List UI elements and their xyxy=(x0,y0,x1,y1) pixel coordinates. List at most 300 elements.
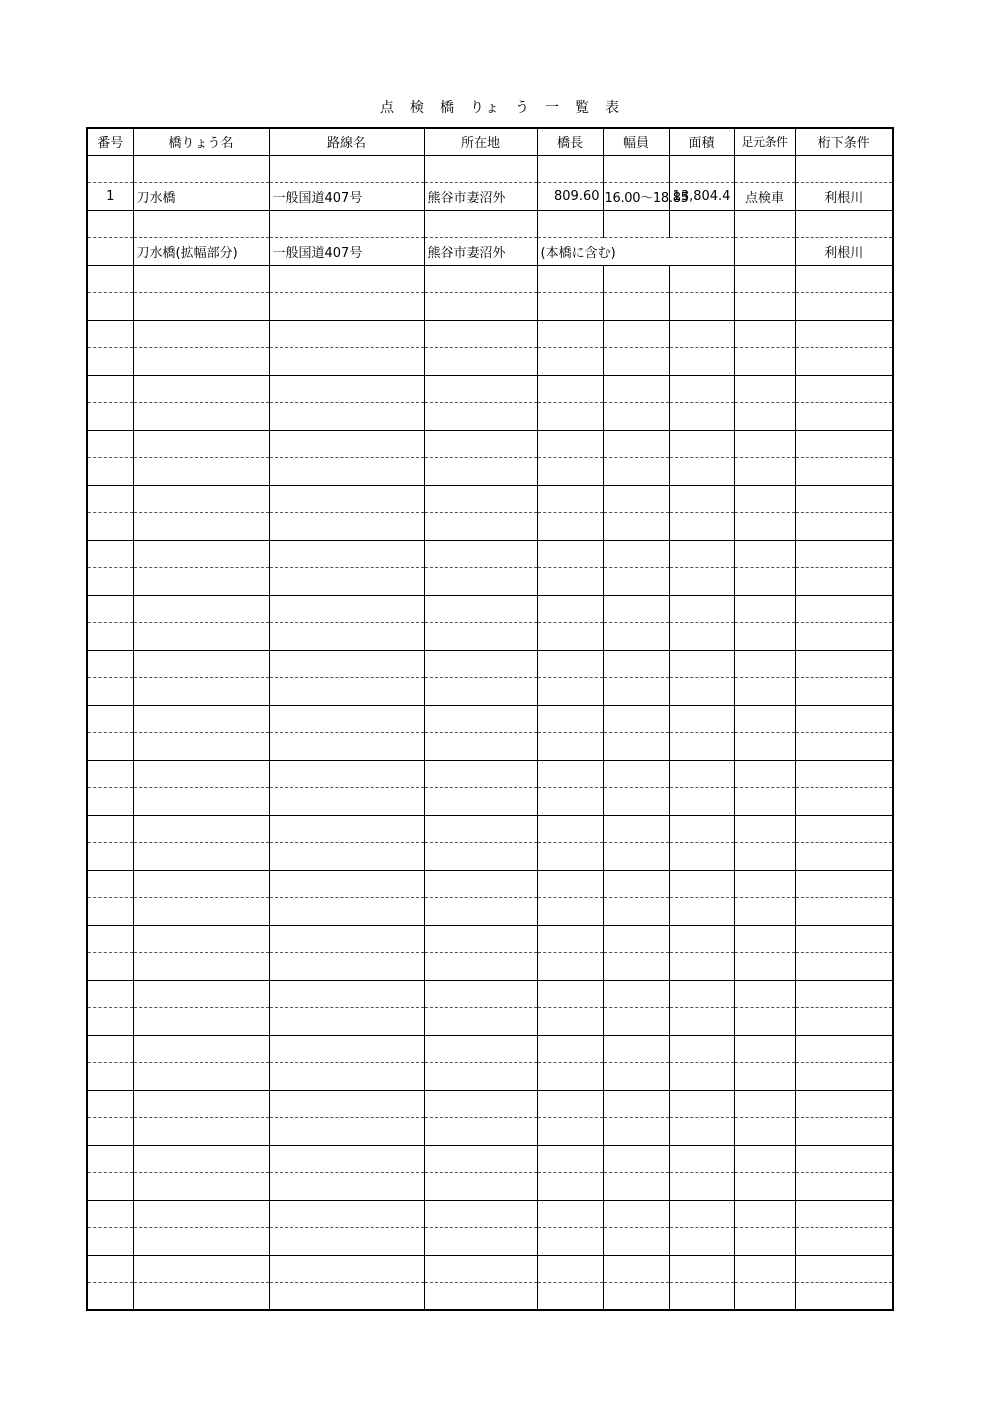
empty-cell xyxy=(133,842,269,870)
empty-cell xyxy=(133,732,269,760)
empty-cell xyxy=(795,787,893,815)
cell-no: 1 xyxy=(87,182,133,210)
table-row xyxy=(87,320,893,347)
empty-cell xyxy=(269,732,424,760)
empty-cell xyxy=(87,1062,133,1090)
empty-cell xyxy=(87,430,133,457)
empty-cell xyxy=(603,842,669,870)
table-row xyxy=(87,237,893,265)
empty-cell xyxy=(603,1172,669,1200)
empty-cell xyxy=(734,842,795,870)
empty-cell xyxy=(87,1255,133,1282)
empty-cell xyxy=(795,677,893,705)
header-area: 面積 xyxy=(669,128,734,155)
empty-cell xyxy=(133,760,269,787)
empty-cell xyxy=(603,952,669,980)
header-bridge-name: 橋りょう名 xyxy=(133,128,269,155)
empty-cell xyxy=(424,512,537,540)
empty-cell xyxy=(424,485,537,512)
empty-cell xyxy=(133,1200,269,1227)
table-row xyxy=(87,485,893,512)
cell-bridge-name: 刀水橋(拡幅部分) xyxy=(133,237,269,265)
table-row xyxy=(87,815,893,842)
empty-cell xyxy=(669,1090,734,1117)
empty-cell xyxy=(537,1062,603,1090)
empty-cell xyxy=(795,1090,893,1117)
table-row xyxy=(87,347,893,375)
cell-no xyxy=(87,237,133,265)
empty-cell xyxy=(734,320,795,347)
empty-cell xyxy=(795,815,893,842)
empty-cell xyxy=(603,677,669,705)
empty-cell xyxy=(795,320,893,347)
cell-route: 一般国道407号 xyxy=(269,182,424,210)
empty-cell xyxy=(87,705,133,732)
empty-cell xyxy=(795,760,893,787)
empty-cell xyxy=(734,1200,795,1227)
empty-cell xyxy=(133,1035,269,1062)
empty-cell xyxy=(734,457,795,485)
empty-cell xyxy=(537,1007,603,1035)
empty-cell xyxy=(424,1145,537,1172)
empty-cell xyxy=(795,1282,893,1310)
empty-cell xyxy=(603,375,669,402)
table-row xyxy=(87,210,893,237)
empty-cell xyxy=(669,457,734,485)
empty-cell xyxy=(537,430,603,457)
empty-cell xyxy=(87,402,133,430)
table-row xyxy=(87,787,893,815)
empty-cell xyxy=(669,677,734,705)
table-row xyxy=(87,1035,893,1062)
empty-cell xyxy=(269,1172,424,1200)
table-row xyxy=(87,265,893,292)
empty-cell xyxy=(734,952,795,980)
empty-cell xyxy=(133,567,269,595)
empty-cell xyxy=(795,1145,893,1172)
empty-cell xyxy=(669,952,734,980)
cell-width: 16.00～18.85 xyxy=(603,182,669,210)
empty-cell xyxy=(669,980,734,1007)
empty-cell xyxy=(603,485,669,512)
empty-cell xyxy=(269,402,424,430)
empty-cell xyxy=(603,1117,669,1145)
empty-cell xyxy=(734,1255,795,1282)
header-length: 橋長 xyxy=(537,128,603,155)
empty-cell xyxy=(603,1227,669,1255)
empty-cell xyxy=(669,1007,734,1035)
page-title: 点 検 橋 りょ う 一 覧 表 xyxy=(380,100,620,116)
empty-cell xyxy=(269,1117,424,1145)
empty-cell xyxy=(424,1117,537,1145)
empty-cell xyxy=(269,1227,424,1255)
empty-cell xyxy=(795,650,893,677)
empty-cell xyxy=(87,375,133,402)
empty-cell xyxy=(795,1007,893,1035)
empty-cell xyxy=(87,1035,133,1062)
cell-route: 一般国道407号 xyxy=(269,237,424,265)
empty-cell xyxy=(734,430,795,457)
empty-cell xyxy=(133,292,269,320)
empty-cell xyxy=(537,732,603,760)
empty-cell xyxy=(669,1255,734,1282)
table-row xyxy=(87,1007,893,1035)
empty-cell xyxy=(269,540,424,567)
empty-cell xyxy=(133,1227,269,1255)
empty-cell xyxy=(734,292,795,320)
empty-cell xyxy=(734,705,795,732)
empty-cell xyxy=(133,402,269,430)
empty-cell xyxy=(424,732,537,760)
cell-bridge-name: 刀水橋 xyxy=(133,182,269,210)
empty-cell xyxy=(734,1062,795,1090)
empty-cell xyxy=(795,1227,893,1255)
cell-under: 利根川 xyxy=(795,182,893,210)
empty-cell xyxy=(537,292,603,320)
empty-cell xyxy=(734,1145,795,1172)
empty-cell xyxy=(133,457,269,485)
empty-cell xyxy=(603,1255,669,1282)
empty-cell xyxy=(87,347,133,375)
empty-cell xyxy=(424,1282,537,1310)
table-row xyxy=(87,540,893,567)
empty-cell xyxy=(537,485,603,512)
table-row xyxy=(87,732,893,760)
empty-cell xyxy=(537,870,603,897)
empty-cell xyxy=(795,1200,893,1227)
empty-cell xyxy=(133,595,269,622)
empty-cell xyxy=(87,512,133,540)
empty-cell xyxy=(424,870,537,897)
empty-cell xyxy=(424,375,537,402)
header-under: 桁下条件 xyxy=(795,128,893,155)
empty-cell xyxy=(669,925,734,952)
empty-cell xyxy=(424,567,537,595)
empty-cell xyxy=(603,760,669,787)
empty-cell xyxy=(269,1007,424,1035)
empty-cell xyxy=(424,760,537,787)
empty-cell xyxy=(133,650,269,677)
empty-cell xyxy=(669,1200,734,1227)
empty-cell xyxy=(669,375,734,402)
empty-cell xyxy=(734,595,795,622)
empty-cell xyxy=(424,925,537,952)
empty-cell xyxy=(734,402,795,430)
empty-cell xyxy=(603,430,669,457)
empty-cell xyxy=(603,292,669,320)
empty-cell xyxy=(424,265,537,292)
empty-cell xyxy=(537,1255,603,1282)
empty-cell xyxy=(87,540,133,567)
empty-cell xyxy=(424,457,537,485)
empty-cell xyxy=(424,980,537,1007)
empty-cell xyxy=(795,457,893,485)
table-row xyxy=(87,1200,893,1227)
empty-cell xyxy=(269,650,424,677)
empty-cell xyxy=(87,1090,133,1117)
table-row xyxy=(87,292,893,320)
cell-area: 13,804.4 xyxy=(669,182,734,210)
empty-cell xyxy=(669,567,734,595)
empty-cell xyxy=(669,622,734,650)
table-row xyxy=(87,567,893,595)
empty-cell xyxy=(734,732,795,760)
empty-cell xyxy=(795,375,893,402)
empty-cell xyxy=(537,567,603,595)
empty-cell xyxy=(537,375,603,402)
empty-cell xyxy=(603,1090,669,1117)
table-row xyxy=(87,595,893,622)
empty-cell xyxy=(734,677,795,705)
empty-cell xyxy=(133,897,269,925)
empty-cell xyxy=(603,1062,669,1090)
empty-cell xyxy=(669,265,734,292)
empty-cell xyxy=(133,787,269,815)
empty-cell xyxy=(537,705,603,732)
empty-cell xyxy=(795,952,893,980)
empty-cell xyxy=(537,650,603,677)
empty-cell xyxy=(795,1062,893,1090)
table-row xyxy=(87,1145,893,1172)
empty-cell xyxy=(603,622,669,650)
empty-cell xyxy=(734,485,795,512)
table-row xyxy=(87,925,893,952)
table-row xyxy=(87,402,893,430)
empty-cell xyxy=(133,430,269,457)
empty-cell xyxy=(87,595,133,622)
empty-cell xyxy=(269,1035,424,1062)
table-row xyxy=(87,952,893,980)
empty-cell xyxy=(795,512,893,540)
empty-cell xyxy=(87,842,133,870)
empty-cell xyxy=(87,1200,133,1227)
empty-cell xyxy=(669,595,734,622)
cell-under: 利根川 xyxy=(795,237,893,265)
empty-cell xyxy=(603,787,669,815)
empty-cell xyxy=(795,595,893,622)
header-width: 幅員 xyxy=(603,128,669,155)
empty-cell xyxy=(603,347,669,375)
empty-cell xyxy=(269,760,424,787)
table-row xyxy=(87,622,893,650)
empty-cell xyxy=(269,485,424,512)
empty-cell xyxy=(669,815,734,842)
empty-cell xyxy=(537,842,603,870)
empty-cell xyxy=(269,842,424,870)
empty-cell xyxy=(669,1227,734,1255)
empty-cell xyxy=(133,677,269,705)
empty-cell xyxy=(269,320,424,347)
header-no: 番号 xyxy=(87,128,133,155)
empty-cell xyxy=(537,347,603,375)
empty-cell xyxy=(269,457,424,485)
empty-cell xyxy=(269,622,424,650)
empty-cell xyxy=(133,952,269,980)
empty-cell xyxy=(269,897,424,925)
empty-cell xyxy=(424,622,537,650)
table-row xyxy=(87,457,893,485)
empty-cell xyxy=(87,870,133,897)
empty-cell xyxy=(795,897,893,925)
empty-cell xyxy=(269,815,424,842)
empty-cell xyxy=(133,347,269,375)
empty-cell xyxy=(603,732,669,760)
empty-cell xyxy=(87,897,133,925)
empty-cell xyxy=(269,705,424,732)
empty-cell xyxy=(734,265,795,292)
empty-cell xyxy=(734,925,795,952)
empty-cell xyxy=(795,980,893,1007)
empty-cell xyxy=(669,870,734,897)
table-row xyxy=(87,705,893,732)
empty-cell xyxy=(734,650,795,677)
empty-cell xyxy=(424,1200,537,1227)
empty-cell xyxy=(537,815,603,842)
empty-cell xyxy=(795,485,893,512)
empty-cell xyxy=(734,567,795,595)
empty-cell xyxy=(424,677,537,705)
empty-cell xyxy=(269,1200,424,1227)
empty-cell xyxy=(269,265,424,292)
empty-cell xyxy=(424,787,537,815)
empty-cell xyxy=(734,1282,795,1310)
empty-cell xyxy=(87,760,133,787)
empty-cell xyxy=(734,375,795,402)
empty-cell xyxy=(734,760,795,787)
header-route: 路線名 xyxy=(269,128,424,155)
empty-cell xyxy=(424,705,537,732)
empty-cell xyxy=(424,952,537,980)
table-row xyxy=(87,1062,893,1090)
empty-cell xyxy=(537,1282,603,1310)
empty-cell xyxy=(87,1007,133,1035)
table-row xyxy=(87,870,893,897)
empty-cell xyxy=(424,595,537,622)
empty-cell xyxy=(133,870,269,897)
empty-cell xyxy=(603,1145,669,1172)
table-header-row xyxy=(87,128,893,155)
empty-cell xyxy=(537,622,603,650)
empty-cell xyxy=(537,540,603,567)
empty-cell xyxy=(87,732,133,760)
empty-cell xyxy=(87,622,133,650)
empty-cell xyxy=(795,842,893,870)
empty-cell xyxy=(603,815,669,842)
empty-cell xyxy=(669,787,734,815)
empty-cell xyxy=(669,842,734,870)
empty-cell xyxy=(87,320,133,347)
empty-cell xyxy=(424,347,537,375)
empty-cell xyxy=(603,870,669,897)
empty-cell xyxy=(669,320,734,347)
empty-cell xyxy=(133,540,269,567)
empty-cell xyxy=(133,1007,269,1035)
empty-cell xyxy=(269,1282,424,1310)
empty-cell xyxy=(87,815,133,842)
empty-cell xyxy=(269,925,424,952)
empty-cell xyxy=(669,430,734,457)
empty-cell xyxy=(669,1035,734,1062)
empty-cell xyxy=(269,787,424,815)
empty-cell xyxy=(424,1035,537,1062)
empty-cell xyxy=(734,897,795,925)
empty-cell xyxy=(537,457,603,485)
empty-cell xyxy=(424,430,537,457)
empty-cell xyxy=(133,1282,269,1310)
empty-cell xyxy=(795,1172,893,1200)
header-location: 所在地 xyxy=(424,128,537,155)
empty-cell xyxy=(133,375,269,402)
empty-cell xyxy=(87,650,133,677)
empty-cell xyxy=(133,265,269,292)
empty-cell xyxy=(734,1035,795,1062)
empty-cell xyxy=(537,402,603,430)
empty-cell xyxy=(537,1090,603,1117)
empty-cell xyxy=(795,265,893,292)
empty-cell xyxy=(537,1227,603,1255)
empty-cell xyxy=(269,952,424,980)
empty-cell xyxy=(734,540,795,567)
empty-cell xyxy=(603,1200,669,1227)
cell-length: 809.60 xyxy=(537,182,603,210)
empty-cell xyxy=(133,512,269,540)
empty-cell xyxy=(133,1090,269,1117)
empty-cell xyxy=(669,732,734,760)
empty-cell xyxy=(269,595,424,622)
empty-cell xyxy=(669,512,734,540)
empty-cell xyxy=(669,897,734,925)
empty-cell xyxy=(537,1117,603,1145)
cell-access xyxy=(734,237,795,265)
empty-cell xyxy=(603,320,669,347)
table-row xyxy=(87,1227,893,1255)
empty-cell xyxy=(269,870,424,897)
empty-cell xyxy=(669,402,734,430)
empty-cell xyxy=(795,1255,893,1282)
empty-cell xyxy=(537,677,603,705)
empty-cell xyxy=(795,732,893,760)
empty-cell xyxy=(424,1255,537,1282)
table-row xyxy=(87,650,893,677)
table-row xyxy=(87,182,893,210)
empty-cell xyxy=(269,1145,424,1172)
empty-cell xyxy=(795,925,893,952)
empty-cell xyxy=(669,650,734,677)
empty-cell xyxy=(537,265,603,292)
empty-cell xyxy=(603,650,669,677)
empty-cell xyxy=(669,347,734,375)
empty-cell xyxy=(669,1117,734,1145)
empty-cell xyxy=(133,705,269,732)
empty-cell xyxy=(603,1035,669,1062)
empty-cell xyxy=(87,952,133,980)
empty-cell xyxy=(87,925,133,952)
empty-cell xyxy=(87,980,133,1007)
empty-cell xyxy=(133,1145,269,1172)
empty-cell xyxy=(795,622,893,650)
empty-cell xyxy=(603,925,669,952)
empty-cell xyxy=(424,815,537,842)
empty-cell xyxy=(734,347,795,375)
empty-cell xyxy=(537,1035,603,1062)
empty-cell xyxy=(669,485,734,512)
empty-cell xyxy=(424,1007,537,1035)
empty-cell xyxy=(133,1172,269,1200)
table-row xyxy=(87,1282,893,1310)
empty-cell xyxy=(87,265,133,292)
empty-cell xyxy=(603,402,669,430)
empty-cell xyxy=(734,512,795,540)
